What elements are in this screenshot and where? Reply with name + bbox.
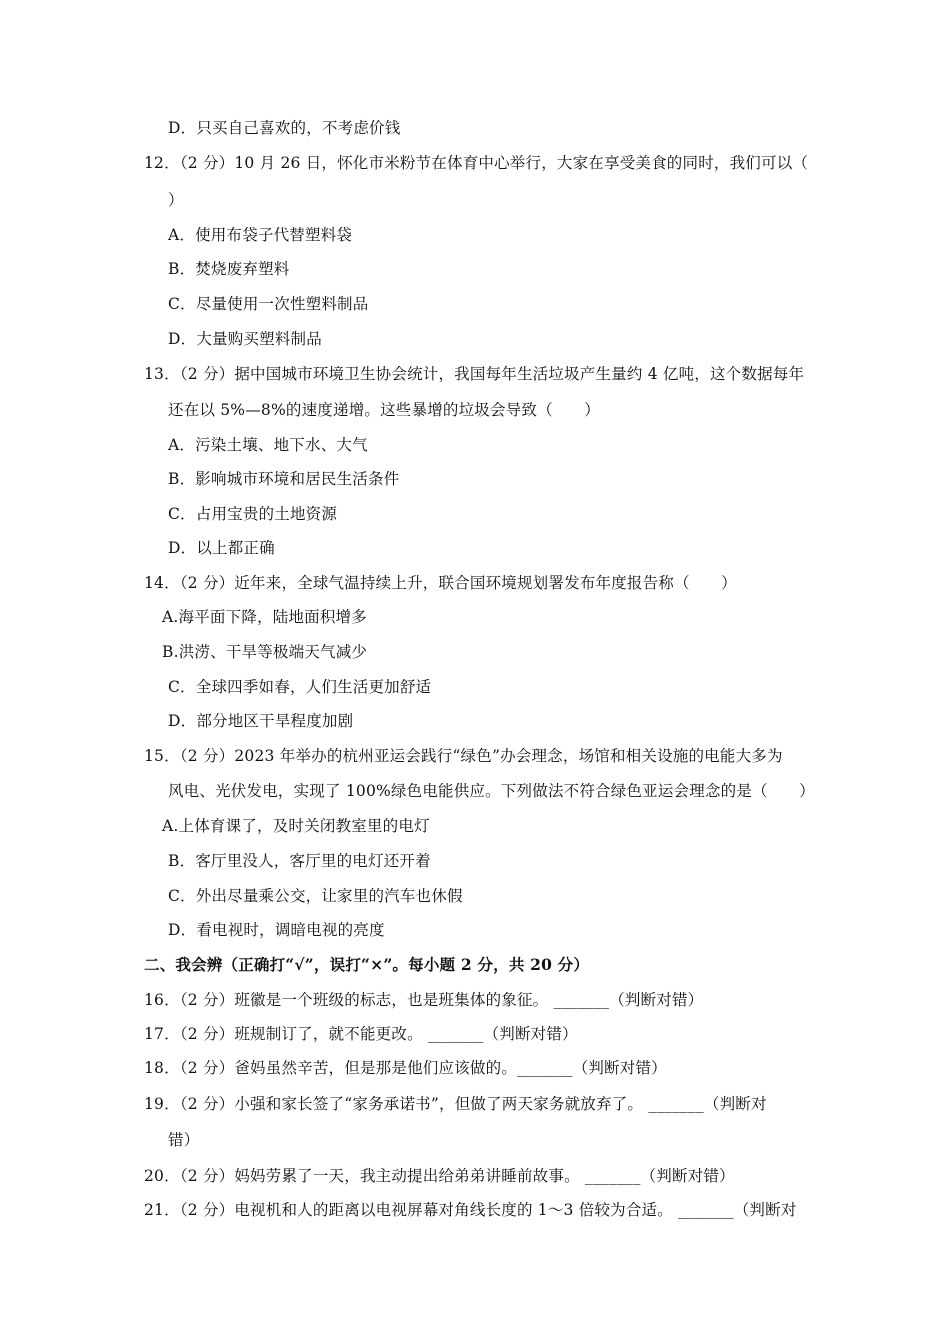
q14-option-d: D．部分地区干旱程度加剧 — [168, 712, 354, 730]
q15-option-a: A.上体育课了，及时关闭教室里的电灯 — [162, 817, 430, 835]
q15-option-c: C．外出尽量乘公交，让家里的汽车也休假 — [168, 887, 463, 905]
q19-stem: 19．（2 分）小强和家长签了“家务承诺书”，但做了两天家务就放弃了。 _______（判断对 — [144, 1095, 767, 1113]
q16-stem: 16．（2 分）班徽是一个班级的标志，也是班集体的象征。 _______（判断对错） — [144, 991, 704, 1009]
q14-stem: 14．（2 分）近年来，全球气温持续上升，联合国环境规划署发布年度报告称（ ） — [144, 574, 737, 592]
q13-stem-cont: 还在以 5%—8%的速度递增。这些暴增的垃圾会导致（ ） — [168, 401, 600, 419]
q13-option-c: C．占用宝贵的土地资源 — [168, 505, 338, 523]
q12-option-d: D．大量购买塑料制品 — [168, 330, 322, 348]
section2-heading: 二、我会辨（正确打“√”，误打“×”。每小题 2 分，共 20 分） — [144, 955, 590, 974]
q14-option-b: B.洪涝、干旱等极端天气减少 — [162, 643, 368, 661]
q17-stem: 17．（2 分）班规制订了，就不能更改。 _______（判断对错） — [144, 1025, 578, 1043]
q14-option-c: C．全球四季如春，人们生活更加舒适 — [168, 678, 432, 696]
q13-option-a: A．污染土壤、地下水、大气 — [168, 436, 368, 454]
q12-option-b: B．焚烧废弃塑料 — [168, 260, 290, 278]
q15-stem-cont: 风电、光伏发电，实现了 100%绿色电能供应。下列做法不符合绿色亚运会理念的是（ ） — [168, 782, 815, 800]
q19-stem-cont: 错） — [168, 1131, 200, 1149]
q15-stem: 15．（2 分）2023 年举办的杭州亚运会践行“绿色”办会理念，场馆和相关设施的电能大多为 — [144, 747, 783, 765]
q12-option-a: A．使用布袋子代替塑料袋 — [168, 226, 353, 244]
q11-option-d: D．只买自己喜欢的，不考虑价钱 — [168, 119, 401, 137]
q20-stem: 20．（2 分）妈妈劳累了一天，我主动提出给弟弟讲睡前故事。 _______（判断对错） — [144, 1167, 735, 1185]
q21-stem: 21．（2 分）电视机和人的距离以电视屏幕对角线长度的 1～3 倍较为合适。 _______（判断对 — [144, 1201, 797, 1219]
q13-stem: 13．（2 分）据中国城市环境卫生协会统计，我国每年生活垃圾产生量约 4 亿吨，这个数据每年 — [144, 365, 805, 383]
q12-option-c: C．尽量使用一次性塑料制品 — [168, 295, 369, 313]
q12-stem-cont: ） — [168, 191, 184, 209]
q15-option-d: D．看电视时，调暗电视的亮度 — [168, 921, 385, 939]
q12-stem: 12．（2 分）10 月 26 日，怀化市米粉节在体育中心举行，大家在享受美食的同时，我们可以（ — [144, 154, 809, 172]
q13-option-d: D．以上都正确 — [168, 539, 275, 557]
q13-option-b: B．影响城市环境和居民生活条件 — [168, 470, 400, 488]
q15-option-b: B．客厅里没人，客厅里的电灯还开着 — [168, 852, 431, 870]
q18-stem: 18．（2 分）爸妈虽然辛苦，但是那是他们应该做的。_______（判断对错） — [144, 1059, 667, 1077]
q14-option-a: A.海平面下降，陆地面积增多 — [162, 608, 367, 626]
